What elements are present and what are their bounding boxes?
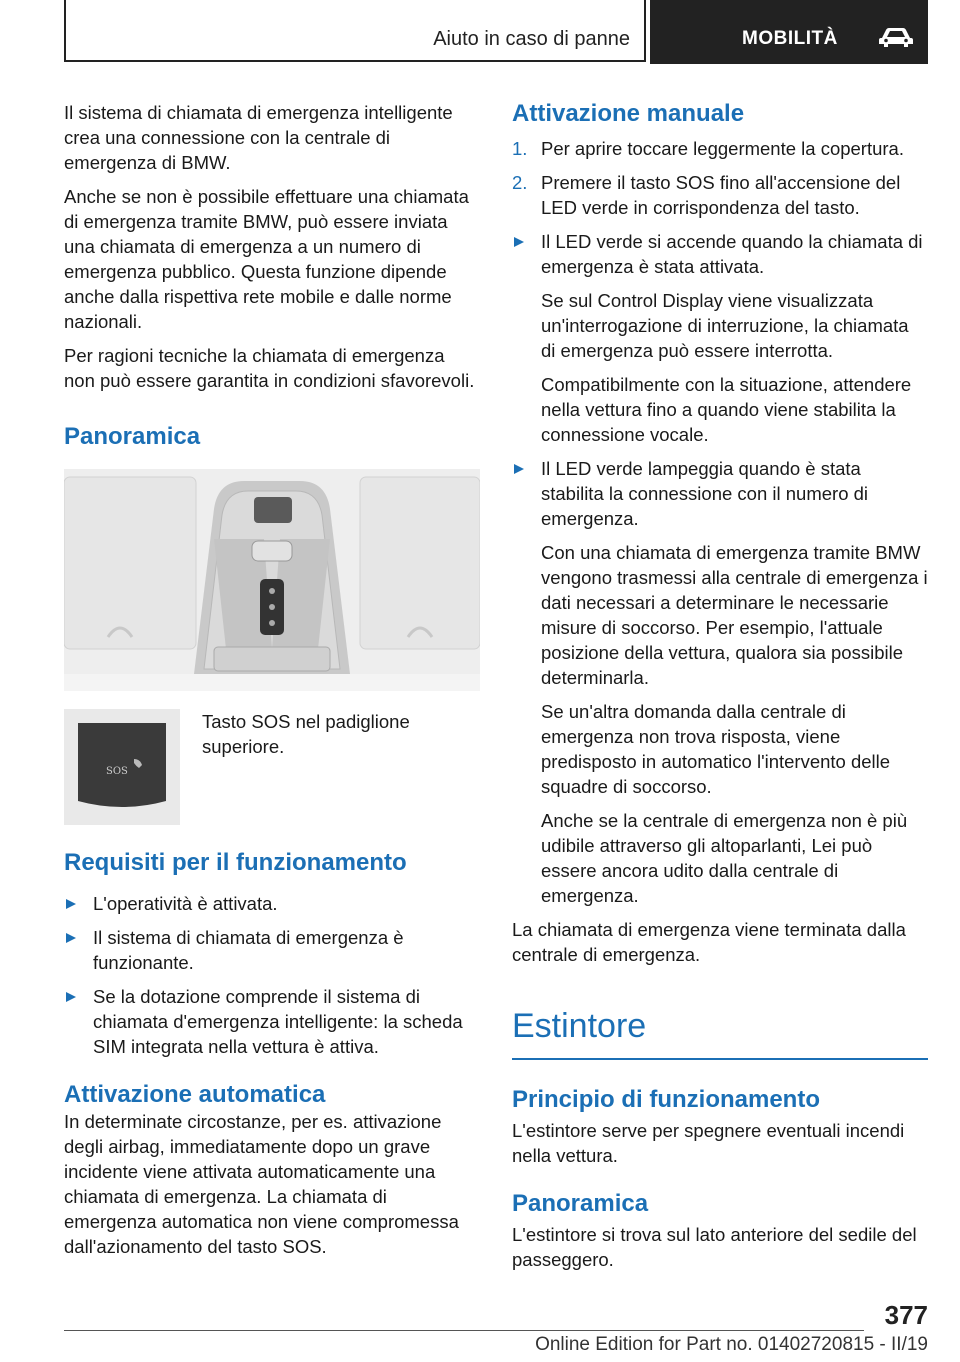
list-item bbox=[512, 170, 928, 220]
chapter-title: MOBILITÀ bbox=[742, 28, 838, 49]
overview-heading: Panoramica bbox=[64, 423, 201, 450]
manual-steps-list bbox=[512, 136, 928, 220]
result-list bbox=[512, 456, 928, 531]
manual-activation-heading: Attivazione manuale bbox=[512, 100, 745, 127]
list-item: Il LED verde si accende quando la chiamata di emergenza è stata attivata. bbox=[512, 229, 928, 279]
bullet-subparagraph: Anche se la centrale di emergenza non è più udibile attraverso gli altoparlanti, Lei può essere ancora udito dalla centrale di emergenza. bbox=[541, 810, 908, 906]
end-text: La chiamata di emergenza viene terminata dalla centrale di emergenza. bbox=[512, 919, 906, 965]
list-item: Il LED verde lampeggia quando è stata stabilita la connessione con il numero di emergenza. bbox=[512, 456, 928, 531]
intro-paragraph: Anche se non è possibile effettuare una chiamata di emergenza tramite BMW, può essere inviata una chiamata di emergenza a un numero di emergenza pubblico. Questa funzione dipende anche dalla rispettiva rete mobile e dalle norme nazionali. bbox=[64, 186, 469, 332]
list-item bbox=[512, 136, 928, 161]
page-number: 377 bbox=[884, 1300, 928, 1330]
sos-button-illustration bbox=[64, 709, 180, 825]
auto-activation-text: In determinate circostanze, per es. attivazione degli airbag, immediatamente dopo un grave incidente viene attivata automaticamente una chiamata di emergenza. La chiamata di emergenza automatica non viene compromessa dall'azionamento del tasto SOS. bbox=[64, 1111, 459, 1257]
section-title: Aiuto in caso di panne bbox=[433, 28, 630, 50]
intro-paragraph: Il sistema di chiamata di emergenza intelligente crea una connessione con la centrale di emergenza di BMW. bbox=[64, 102, 453, 173]
bullet-subparagraph: Se sul Control Display viene visualizzata un'interrogazione di interruzione, la chiamata di emergenza può essere interrotta. bbox=[541, 290, 909, 361]
footer-rule bbox=[64, 1330, 864, 1331]
list-item: L'operatività è attivata. bbox=[64, 891, 480, 916]
overhead-console-illustration bbox=[64, 469, 480, 691]
list-item: Se la dotazione comprende il sistema di chiamata d'emergenza intelligente: la scheda SIM integrata nella vettura è attiva. bbox=[64, 984, 480, 1059]
edition-note: Online Edition for Part no. 01402720815 - II/19 bbox=[535, 1334, 928, 1355]
right-column bbox=[512, 100, 928, 1281]
figure-caption: Tasto SOS nel padiglione superiore. bbox=[202, 711, 410, 757]
requirements-heading: Requisiti per il funzionamento bbox=[64, 849, 407, 876]
principle-text: L'estintore serve per spegnere eventuali incendi nella vettura. bbox=[512, 1120, 905, 1166]
bullet-subparagraph: Con una chiamata di emergenza tramite BMW vengono trasmessi alla centrale di emergenza i dati necessari a determinare le necessarie misure di soccorso. Per esempio, l'attuale posizione della vettura, qualora sia possibile determinarla. bbox=[541, 542, 928, 688]
chapter-tab bbox=[650, 0, 928, 64]
intro-paragraph: Per ragioni tecniche la chiamata di emergenza non può essere garantita in condizioni sfavorevoli. bbox=[64, 345, 475, 391]
result-list bbox=[512, 229, 928, 279]
auto-activation-heading: Attivazione automatica bbox=[64, 1081, 326, 1108]
left-column bbox=[64, 100, 480, 1268]
sos-label: SOS bbox=[106, 766, 128, 777]
overhead-console-image bbox=[64, 469, 480, 691]
step-text: Per aprire toccare leggermente la copertura. bbox=[541, 138, 904, 159]
sos-button-image bbox=[64, 709, 180, 825]
list-item: Il sistema di chiamata di emergenza è funzionante. bbox=[64, 925, 480, 975]
step-text: Premere il tasto SOS fino all'accensione del LED verde in corrispondenza del tasto. bbox=[541, 172, 901, 218]
extinguisher-overview-text: L'estintore si trova sul lato anteriore del sedile del passeggero. bbox=[512, 1224, 917, 1270]
principle-heading: Principio di funzionamento bbox=[512, 1086, 820, 1113]
bullet-subparagraph: Se un'altra domanda dalla centrale di emergenza non trova risposta, viene predisposto in automatico l'intervento delle squadre di soccorso. bbox=[541, 701, 891, 797]
step-number: 1. bbox=[512, 138, 528, 159]
bullet-subparagraph: Compatibilmente con la situazione, attendere nella vettura fino a quando viene stabilita la connessione vocale. bbox=[541, 374, 912, 445]
section-tab bbox=[64, 0, 646, 62]
step-number: 2. bbox=[512, 172, 528, 193]
requirements-list bbox=[64, 891, 480, 1059]
extinguisher-overview-heading: Panoramica bbox=[512, 1190, 649, 1217]
car-icon bbox=[878, 26, 914, 48]
title-rule bbox=[512, 1058, 928, 1060]
extinguisher-title: Estintore bbox=[512, 1007, 647, 1045]
page-header bbox=[64, 0, 928, 64]
sos-figure-row bbox=[64, 709, 480, 825]
